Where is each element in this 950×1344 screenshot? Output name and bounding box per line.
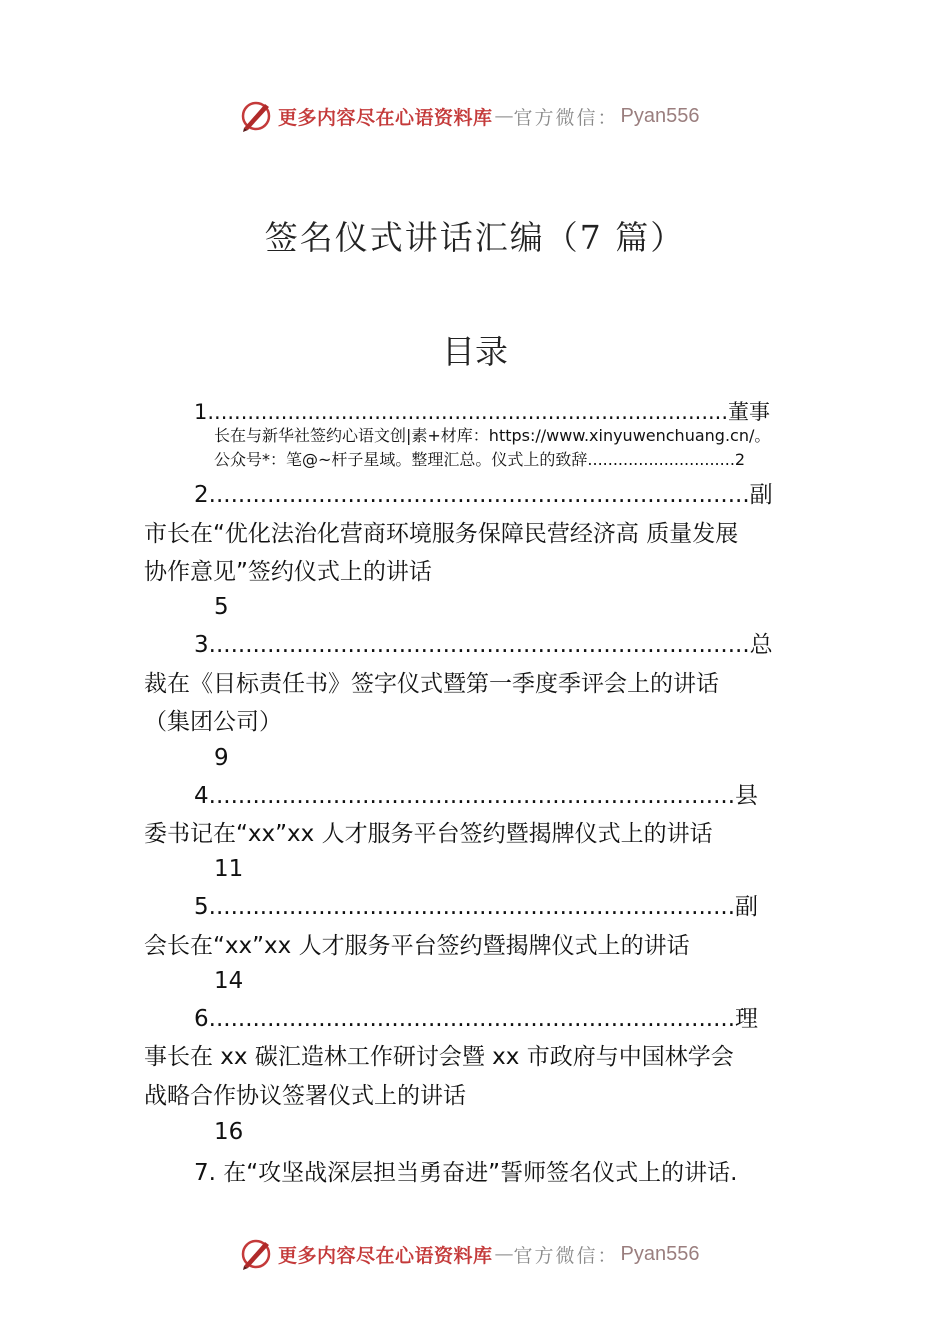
banner-main-text: 更多内容尽在心语资料库 (278, 1244, 493, 1267)
banner-wechat-id: Pyan556 (620, 104, 700, 127)
toc-entry-6-line2: 事长在 xx 碳汇造林工作研讨会暨 xx 市政府与中国林学会 (144, 1044, 734, 1070)
banner-main-text: 更多内容尽在心语资料库 (278, 106, 493, 129)
toc-entry-1-line2: 长在与新华社签约心语文创|素+材库：https://www.xinyuwenchuang.cn/。 (214, 426, 771, 445)
banner-official-label: 官方微信： (513, 106, 619, 129)
footer-watermark-banner (0, 1232, 950, 1276)
toc-entry-5-line2: 会长在“xx”xx 人才服务平台签约暨揭牌仪式上的讲话 (144, 933, 690, 959)
toc-entry-5-line1[interactable]: 5........................................................................副 (194, 894, 759, 920)
toc-entry-4-page: 11 (214, 856, 244, 882)
pen-logo-icon (238, 98, 274, 134)
toc-entry-7-line1[interactable]: 7. 在“攻坚战深层担当勇奋进”誓师签名仪式上的讲话. (194, 1160, 738, 1186)
toc-entry-6-line1[interactable]: 6........................................................................理 (194, 1006, 759, 1032)
pen-logo-icon (238, 1236, 274, 1272)
toc-entry-2-line3: 协作意见”签约仪式上的讲话 (144, 559, 432, 585)
toc-entry-3-page: 9 (214, 745, 229, 771)
toc-entry-2-line1[interactable]: 2..........................................................................副 (194, 482, 773, 508)
toc-heading: 目录 (442, 332, 508, 371)
header-watermark-banner (0, 94, 950, 138)
toc-entry-2-line2: 市长在“优化法治化营商环境服务保障民营经济高 质量发展 (144, 521, 739, 547)
document-title: 签名仪式讲话汇编（7 篇） (264, 218, 686, 257)
toc-entry-5-page: 14 (214, 968, 244, 994)
banner-official-label: 官方微信： (513, 1244, 619, 1267)
toc-entry-2-page: 5 (214, 594, 229, 620)
toc-entry-3-line1[interactable]: 3..........................................................................总 (194, 632, 773, 658)
banner-dash: — (494, 1243, 514, 1265)
toc-entry-6-line3: 战略合作协议签署仪式上的讲话 (144, 1083, 466, 1109)
toc-entry-6-page: 16 (214, 1119, 244, 1145)
toc-entry-3-line3: （集团公司） (144, 709, 282, 735)
banner-wechat-id: Pyan556 (620, 1242, 700, 1265)
toc-entry-1-line3: 公众号*：笔@~杆子星域。整理汇总。仪式上的致辞.............................2 (214, 450, 746, 469)
toc-entry-1-line1[interactable]: 1..............................................................................董事 (194, 400, 771, 424)
toc-entry-3-line2: 裁在《目标责任书》签字仪式暨第一季度季评会上的讲话 (144, 671, 719, 697)
toc-entry-4-line1[interactable]: 4........................................................................县 (194, 783, 759, 809)
banner-dash: — (494, 105, 514, 127)
toc-entry-4-line2: 委书记在“xx”xx 人才服务平台签约暨揭牌仪式上的讲话 (144, 821, 713, 847)
